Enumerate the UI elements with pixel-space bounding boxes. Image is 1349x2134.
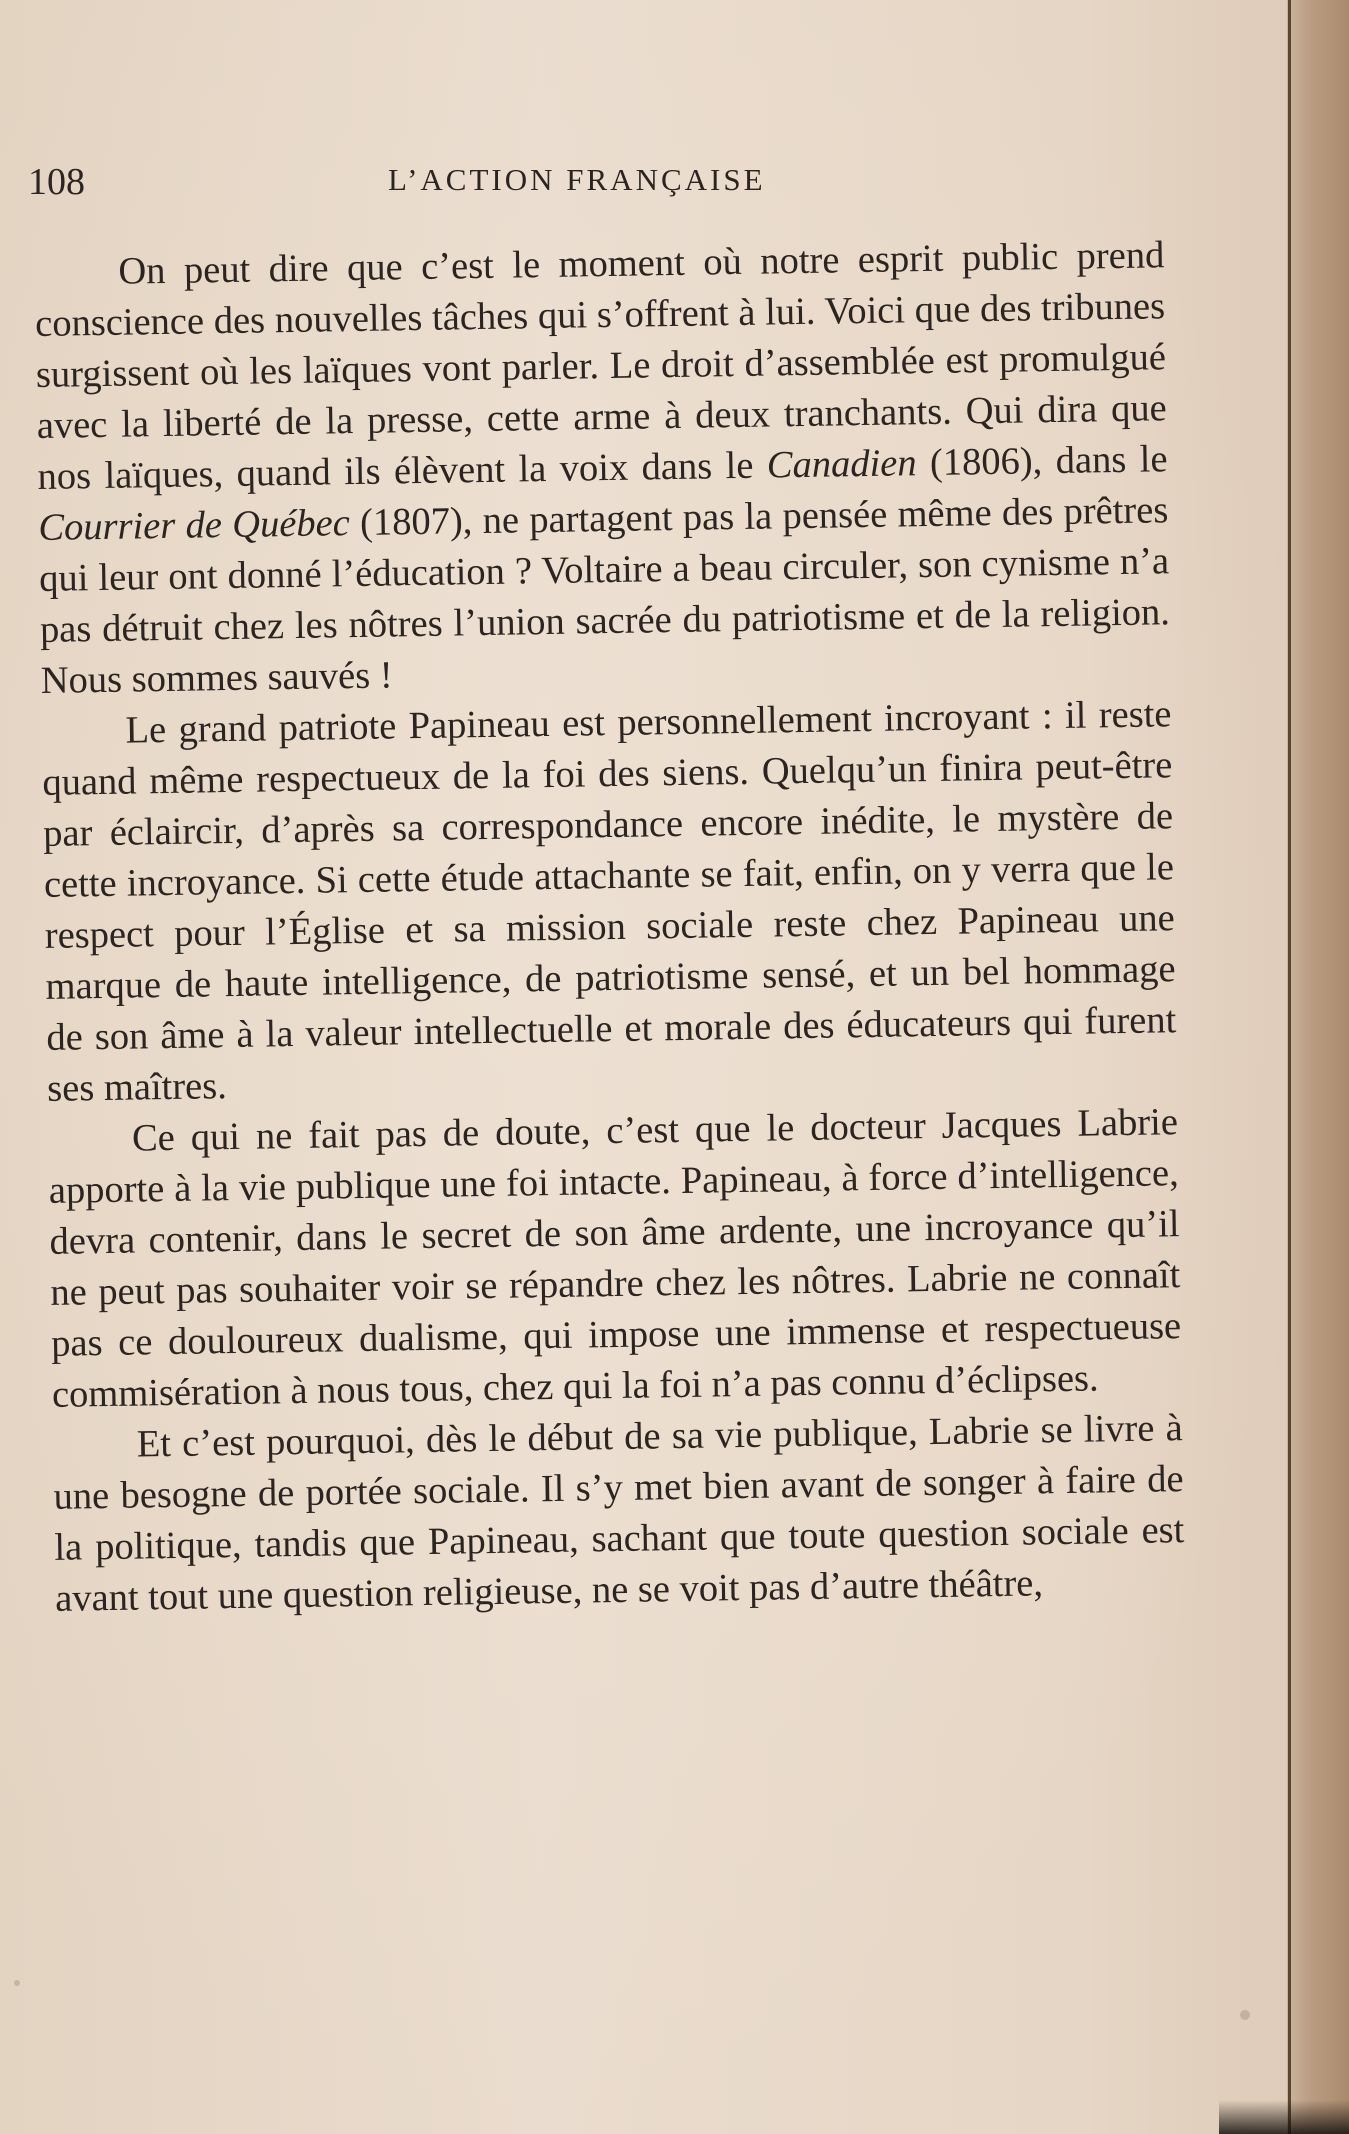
body-text <box>34 230 1185 1625</box>
paragraph-text: On peut dire que c’est le moment où notre esprit public prend conscience des nouvelles tâches qui s’offrent à lui. Voici que des tribunes surgissent où les laïques vont parler. Le droit d’assemblée est promulgué avec la liberté de la presse, cette arme à deux tranchants. Qui dira que nos laïques, quand ils élèvent la voix dans le <box>34 234 1167 498</box>
newspaper-title-canadien: Canadien <box>766 442 917 487</box>
paragraph-4: Et c’est pourquoi, dès le début de sa vie publique, Labrie se livre à une besogne de portée sociale. Il s’y met bien avant de songer à faire de la politique, tandis que Papineau, sachant que toute question sociale est avant tout une question religieuse, ne se voit pas d’autre théâtre, <box>53 1407 1185 1620</box>
newspaper-title-courrier: Courrier de Québec <box>38 502 351 549</box>
page-header <box>28 160 1248 210</box>
paragraph-1 <box>34 230 1171 707</box>
paragraph-3: Ce qui ne fait pas de doute, c’est que le docteur Jacques Labrie apporte à la vie publique une foi intacte. Papineau, à force d’intelligence, devra contenir, dans le secret de son âme ardente, une incroyance qu’il ne peut pas souhaiter voir se répandre chez les nôtres. Labrie ne connaît pas ce douloureux dualisme, qui impose une immense et respectueuse commisération à nous tous, chez qui la foi n’a pas connu d’éclipses. <box>48 1101 1182 1416</box>
paragraph-text: (1806), dans le <box>916 438 1168 485</box>
page-number: 108 <box>28 161 85 203</box>
paper-stain <box>1240 2010 1250 2020</box>
paper-stain <box>14 1980 20 1986</box>
paragraph-2: Le grand patriote Papineau est personnellement incroyant : il reste quand même respectueux de la foi des siens. Quelqu’un finira peut-être par éclaircir, d’après sa correspondance encore inédite, le mystère de cette incroyance. Si cette étude attachante se fait, enfin, on y verra que le respect pour l’Église et sa mission sociale reste chez Papineau une marque de haute intelligence, de patriotisme sensé, et un bel hommage de son âme à la valeur intellectuelle et morale des éducateurs qui furent ses maîtres. <box>42 693 1177 1110</box>
running-title: L’ACTION FRANÇAISE <box>388 162 766 197</box>
book-gutter <box>1287 0 1349 2134</box>
corner-shadow <box>1219 2100 1349 2134</box>
paragraph-text: (1807), ne partagent pas la pensée même des prêtres qui leur ont donné l’éducation ? Voltaire a beau circuler, son cynisme n’a pas détruit chez les nôtres l’union sacrée du patriotisme et de la religion. Nous sommes sauvés ! <box>38 489 1171 702</box>
spine-edge <box>1288 0 1291 2134</box>
